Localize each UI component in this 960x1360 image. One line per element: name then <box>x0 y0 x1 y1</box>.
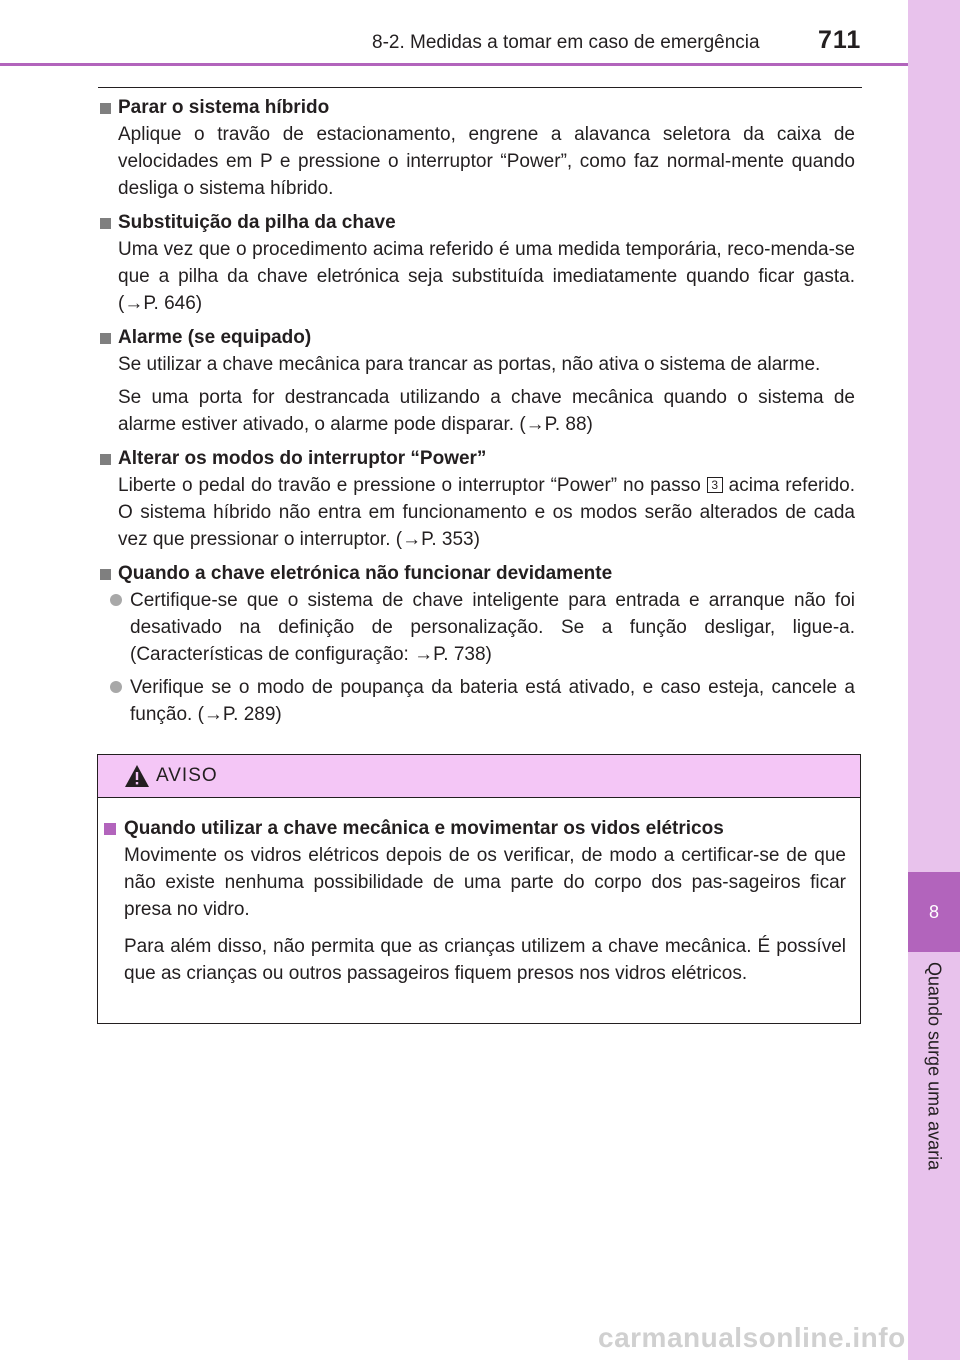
page-number: 711 <box>818 26 862 54</box>
section-title: Quando a chave eletrónica não funcionar devidamente <box>98 561 858 587</box>
paragraph: Liberte o pedal do travão e pressione o interruptor “Power” no passo 3 acima referido. O sistema híbrido não entra em funcionamento e os modos serão alterados de cada vez que pressionar o interruptor. (→P. 353) <box>118 475 855 550</box>
paragraph: Se utilizar a chave mecânica para trancar as portas, não ativa o sistema de alarme. <box>118 354 821 375</box>
section-key-battery <box>98 210 858 317</box>
paragraph: Se uma porta for destrancada utilizando a chave mecânica quando o sistema de alarme estiver ativado, o alarme pode disparar. (→P. 88) <box>118 387 855 435</box>
header-divider <box>0 63 908 66</box>
chapter-side-tab <box>908 0 960 1360</box>
section-power-modes <box>98 446 858 553</box>
warning-body <box>98 798 860 987</box>
warning-title: Quando utilizar a chave mecânica e movimentar os vidos elétricos <box>104 816 846 842</box>
warning-triangle-icon <box>124 764 150 788</box>
warning-box <box>97 754 861 1024</box>
list-item: Verifique se o modo de poupança da bateria está ativado, e caso esteja, cancele a função. (→P. 289) <box>110 674 858 728</box>
section-alarm <box>98 325 858 438</box>
paragraph: Uma vez que o procedimento acima referido é uma medida temporária, reco-menda-se que a pilha da chave eletrónica seja substituída imediatamente quando ficar gasta. (→P. 646) <box>118 239 855 314</box>
main-content <box>98 95 858 736</box>
section-heading: 8-2. Medidas a tomar em caso de emergência <box>372 32 760 53</box>
round-bullet-icon <box>110 681 122 693</box>
warning-paragraph: Para além disso, não permita que as crianças utilizem a chave mecânica. É possível que as crianças ou outros passageiros fiquem presos nos vidros elétricos. <box>124 936 846 984</box>
chapter-title: Quando surge uma avaria <box>924 962 945 1171</box>
paragraph: Aplique o travão de estacionamento, engrene a alavanca seletora da caixa de velocidades em P e pressione o interruptor “Power”, como faz normal-mente quando desliga o sistema híbrido. <box>118 124 855 199</box>
square-bullet-icon <box>104 823 116 835</box>
warning-header <box>98 755 860 798</box>
chapter-number: 8 <box>908 872 960 952</box>
section-key-malfunction <box>98 561 858 728</box>
step-number-badge: 3 <box>707 477 723 493</box>
section-title: Alterar os modos do interruptor “Power” <box>98 446 858 472</box>
warning-label: AVISO <box>156 765 218 786</box>
square-bullet-icon <box>100 218 111 229</box>
list-item: Certifique-se que o sistema de chave inteligente para entrada e arranque não foi desativado na definição de personalização. Se a função desligar, ligue-a. (Características de configuração: →P. 738) <box>110 587 858 668</box>
square-bullet-icon <box>100 333 111 344</box>
warning-paragraph: Movimente os vidros elétricos depois de os verificar, de modo a certificar-se de que não existe nenhuma possibilidade de uma parte do corpo dos pas-sageiros ficar presa no vidro. <box>124 845 846 920</box>
square-bullet-icon <box>100 454 111 465</box>
square-bullet-icon <box>100 569 111 580</box>
section-title: Parar o sistema híbrido <box>98 95 858 121</box>
watermark: carmanualsonline.info <box>598 1322 906 1353</box>
square-bullet-icon <box>100 103 111 114</box>
round-bullet-icon <box>110 594 122 606</box>
section-stop-hybrid <box>98 95 858 202</box>
section-title: Substituição da pilha da chave <box>98 210 858 236</box>
content-top-rule <box>98 87 862 88</box>
section-title: Alarme (se equipado) <box>98 325 858 351</box>
